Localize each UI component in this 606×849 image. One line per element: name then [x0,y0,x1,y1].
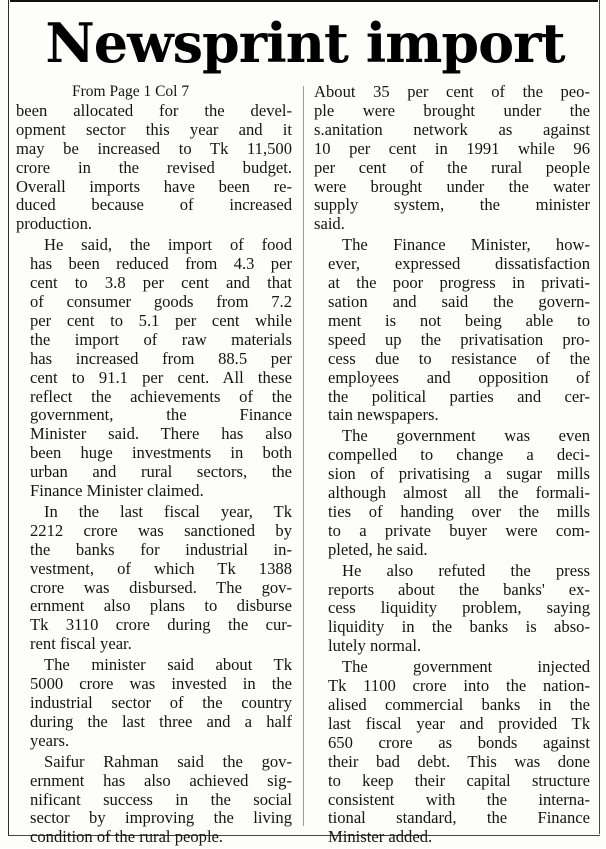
text-line: ties of handing over the mills [328,501,590,521]
text-line: has increased from 88.5 per [30,348,292,368]
text-line: consistent with the interna- [328,789,590,809]
text-line: condition of the rural people. [30,827,224,847]
left-rule [8,0,9,836]
text-line: their bad debt. This was done [328,751,590,771]
text-line: to a private buyer were com- [328,520,590,540]
text-line: crore was disbursed. The gov- [30,577,292,597]
text-line: sector by improving the living [30,808,292,828]
text-line: supply system, the minister [314,195,590,215]
text-line: to keep their capital structure [328,770,590,790]
paragraph [314,236,590,425]
text-line: The minister said about Tk [44,655,292,675]
text-line: pleted, he said. [328,539,428,559]
text-line: may be increased to Tk 11,500 [16,138,292,158]
text-line: Tk 3110 crore during the cur- [30,615,292,635]
text-line: The government was even [342,426,590,446]
text-line: 10 per cent in 1991 while 96 [314,138,590,158]
text-line: rent fiscal year. [30,634,132,654]
text-line: government, the Finance [30,405,292,425]
text-line: ment is not being able to [328,310,590,330]
text-line: nificant success in the social [30,789,292,809]
paragraph [16,753,292,848]
text-line: 650 crore as bonds against [328,732,590,752]
text-line: About 35 per cent of the peo- [314,82,590,101]
text-line: 5000 crore was invested in the [30,674,292,694]
text-line: In the last fiscal year, Tk [44,501,292,521]
text-line: last fiscal year and provided Tk [328,713,590,733]
text-line: tain newspapers. [328,405,439,425]
text-line: compelled to change a deci- [328,445,590,465]
text-line: production. [16,214,93,234]
text-line: at the poor progress in privati- [328,273,590,293]
text-line: opment sector this year and it [16,119,292,139]
text-line: were brought under the water [314,176,590,196]
text-line: the political parties and cer- [328,386,590,406]
text-line: reflect the achievements of the [30,386,292,406]
text-line: cent to 3.8 per cent and that [30,273,292,293]
text-line: been huge investments in both [30,443,292,463]
text-line: urban and rural sectors, the [30,462,292,482]
text-line: tional standard, the Finance [328,808,590,828]
text-line: The government injected [342,657,590,677]
paragraph [314,658,590,847]
headline: Newsprint import [45,11,565,75]
text-line: sion of privatising a sugar mills [328,464,590,484]
right-column-body [314,83,590,847]
text-line: been allocated for the devel- [16,100,292,120]
text-line: Finance Minister claimed. [30,481,204,501]
left-column [16,83,292,849]
paragraph [314,83,590,234]
text-line: vestment, of which Tk 1388 [30,558,292,578]
text-line: alised commercial banks in the [328,695,590,714]
paragraph [16,503,292,654]
text-line: industrial sector of the country [30,693,292,712]
text-line: employees and opposition of [328,367,590,387]
text-line: 2212 crore was sanctioned by [30,520,292,540]
paragraph [314,562,590,657]
text-line: years. [30,730,70,750]
paragraph [314,427,590,559]
top-rule [10,0,598,2]
text-line: Minister said. There has also [30,424,292,444]
text-line: liquidity in the banks is abso- [328,617,590,637]
text-line: of consumer goods from 7.2 [30,291,292,311]
text-line: cess liquidity problem, saying [328,598,590,618]
text-line: The Finance Minister, how- [342,235,590,255]
text-line: lutely normal. [328,636,422,656]
text-line: has been reduced from 4.3 per [30,254,292,274]
text-line: He said, the import of food [44,235,292,255]
text-line: during the last three and a half [30,711,292,731]
text-line: cess due to resistance of the [328,348,590,368]
right-rule [599,0,600,834]
text-line: although almost all the formali- [328,483,590,503]
text-line: cent to 91.1 per cent. All these [30,367,292,387]
text-line: ple were brought under the [314,100,590,120]
text-line: Saifur Rahman said the gov- [44,751,292,771]
right-column [314,83,590,849]
jump-line: From Page 1 Col 7 [72,83,190,100]
text-line: reports about the banks' ex- [328,579,590,599]
text-line: sation and said the govern- [328,291,590,311]
paragraph [16,102,292,234]
text-line: Overall imports have been re- [16,176,292,196]
paragraph [16,236,292,501]
text-line: per cent of the rural people [314,157,590,177]
text-line: He also refuted the press [342,560,590,580]
text-line: duced because of increased [16,195,292,215]
text-line: the banks for industrial in- [30,539,292,559]
text-line: the import of raw materials [30,329,292,349]
text-line: s.anitation network as against [314,119,590,139]
text-line: Minister added. [328,827,433,847]
text-line: ernment has also achieved sig- [30,770,292,790]
text-line: Tk 1100 crore into the nation- [328,676,590,696]
left-column-body [16,102,292,847]
paragraph [16,656,292,751]
text-line: per cent to 5.1 per cent while [30,310,292,330]
text-line: ernment also plans to disburse [30,596,292,616]
text-line: speed up the privatisation pro- [328,329,590,349]
column-divider [303,86,304,826]
text-line: crore in the revised budget. [16,157,292,177]
text-line: ever, expressed dissatisfaction [328,254,590,274]
text-line: said. [314,214,345,234]
